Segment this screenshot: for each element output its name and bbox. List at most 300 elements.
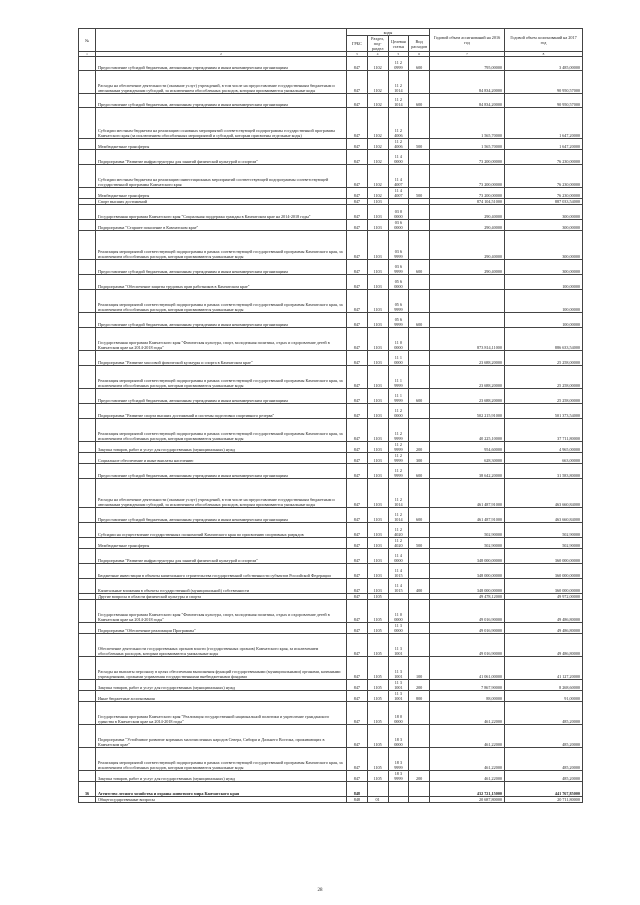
row-celevaya: 11 4 4007 (388, 165, 409, 188)
row-amount-2017: 300,00000 (505, 220, 583, 231)
row-vid (409, 220, 430, 231)
row-amount-2017: 886 633,54000 (505, 328, 583, 351)
row-amount-2017: 485,20000 (505, 702, 583, 725)
row-amount-2016: 461,22000 (430, 771, 505, 782)
row-name: Предоставление субсидий бюджетным, автономным учреждениям и иным некоммерческим организациям (96, 57, 347, 71)
row-amount-2017: 76 230,00000 (505, 165, 583, 188)
budget-table (78, 28, 583, 803)
row-celevaya: 11 0 0000 (388, 328, 409, 351)
table-row (79, 220, 583, 231)
row-celevaya: 03 0 0000 (388, 205, 409, 220)
row-name: Закупка товаров, работ и услуг для государственных (муниципальных) нужд (96, 771, 347, 782)
row-vid: 600 (409, 508, 430, 523)
row-celevaya: 11 2 1014 (388, 479, 409, 508)
row-number (79, 657, 96, 680)
table-row (79, 351, 583, 366)
row-grbs: 847 (347, 564, 368, 579)
table-row (79, 680, 583, 691)
row-amount-2016: 49 016,90000 (430, 600, 505, 623)
row-grbs: 847 (347, 139, 368, 150)
row-amount-2017: 31 583,80000 (505, 464, 583, 479)
table-row (79, 165, 583, 188)
row-number (79, 366, 96, 389)
col-razdel-header: Раздел, под- раздел (367, 36, 388, 52)
row-amount-2017: 300,00000 (505, 260, 583, 275)
row-grbs: 847 (347, 260, 368, 275)
row-number: 36 (79, 782, 96, 797)
index-cell: 4 (367, 52, 388, 57)
row-vid (409, 797, 430, 803)
table-row (79, 442, 583, 453)
row-vid (409, 564, 430, 579)
row-razdel: 1103 (367, 549, 388, 564)
table-row (79, 57, 583, 71)
row-grbs: 847 (347, 57, 368, 71)
row-amount-2017: 49 486,80000 (505, 623, 583, 634)
row-grbs: 847 (347, 165, 368, 188)
row-razdel: 1102 (367, 165, 388, 188)
row-grbs: 847 (347, 328, 368, 351)
row-amount-2016: 88,00000 (430, 691, 505, 702)
row-grbs: 847 (347, 199, 368, 205)
row-name: Межбюджетные трансферты (96, 139, 347, 150)
row-name: Реализация мероприятий соответствующей подпрограммы в рамках соответствующей государственной программы Камчатского края, за исключением обособленных расходов, которым присваиваются уникальные коды (96, 419, 347, 442)
row-number (79, 508, 96, 523)
row-celevaya: 18 0 0000 (388, 702, 409, 725)
row-razdel: 1103 (367, 231, 388, 260)
row-name: Государственная программа Камчатского края "Реализация государственной национальной политики и укрепление гражданского единства в Камчатском крае на 2014-2018 годы" (96, 702, 347, 725)
row-name: Расходы на обеспечение деятельности (оказание услуг) учреждений, в том числе на предоставление государственным бюджетным и автономным учреждениям субсидий, за исключением обособленных расходов, которым присваиваются уникальные коды (96, 71, 347, 94)
row-number (79, 479, 96, 508)
row-name: Другие вопросы в области физической культуры и спорта (96, 594, 347, 600)
row-amount-2017: 887 033,54000 (505, 199, 583, 205)
row-name: Предоставление субсидий бюджетным, автономным учреждениям и иным некоммерческим организациям (96, 94, 347, 108)
row-number (79, 725, 96, 748)
row-name: Предоставление субсидий бюджетным, автономным учреждениям и иным некоммерческим организациям (96, 313, 347, 328)
table-body (79, 57, 583, 803)
table-row (79, 725, 583, 748)
row-razdel: 1103 (367, 564, 388, 579)
row-vid: 600 (409, 313, 430, 328)
row-razdel: 1105 (367, 634, 388, 657)
row-number (79, 205, 96, 220)
table-row (79, 702, 583, 725)
row-vid: 500 (409, 538, 430, 549)
table-row (79, 188, 583, 199)
row-celevaya: 11 3 1001 (388, 657, 409, 680)
row-celevaya: 11 2 1014 (388, 508, 409, 523)
row-razdel: 01 (367, 797, 388, 803)
row-razdel: 1103 (367, 275, 388, 290)
row-amount-2017: 25 258,00000 (505, 351, 583, 366)
row-name: Закупка товаров, работ и услуг для государственных (муниципальных) нужд (96, 442, 347, 453)
row-razdel: 1105 (367, 748, 388, 771)
row-vid: 200 (409, 771, 430, 782)
row-amount-2017: 502,90000 (505, 538, 583, 549)
table-row (79, 771, 583, 782)
row-name: Предоставление субсидий бюджетным, автономным учреждениям и иным некоммерческим организациям (96, 389, 347, 404)
row-name: Расходы на выплаты персоналу в целях обеспечения выполнения функций государственными (муниципальными) органами, казенными учреждениями, органами управления государственными внебюджетными фондами (96, 657, 347, 680)
table-row (79, 290, 583, 313)
row-amount-2016: 49 478,12000 (430, 594, 505, 600)
row-name: Агентство лесного хозяйства и охраны животного мира Камчатского края (96, 782, 347, 797)
row-name: Спорт высших достижений (96, 199, 347, 205)
row-razdel: 1103 (367, 508, 388, 523)
row-amount-2016: 348 000,00000 (430, 564, 505, 579)
col-no-header: № (79, 29, 96, 52)
row-amount-2016: 502 215,91000 (430, 404, 505, 419)
row-amount-2016: 795,00000 (430, 57, 505, 71)
row-amount-2017: 4 965,00000 (505, 442, 583, 453)
index-cell: 8 (505, 52, 583, 57)
row-vid (409, 275, 430, 290)
row-amount-2017: 90 950,57000 (505, 94, 583, 108)
table-row (79, 797, 583, 803)
row-name: Социальное обеспечение и иные выплаты населению (96, 453, 347, 464)
row-number (79, 188, 96, 199)
row-grbs: 847 (347, 508, 368, 523)
row-amount-2017: 501 373,54000 (505, 404, 583, 419)
row-razdel: 1102 (367, 150, 388, 165)
row-celevaya: 11 4 1015 (388, 579, 409, 594)
row-name: Подпрограмма "Обеспечение защиты трудовых прав работников в Камчатском крае" (96, 275, 347, 290)
table-row (79, 205, 583, 220)
row-number (79, 139, 96, 150)
row-amount-2016: 1 565,70000 (430, 108, 505, 139)
row-vid: 600 (409, 260, 430, 275)
row-amount-2017: 100,00000 (505, 313, 583, 328)
row-name: Реализация мероприятий соответствующей подпрограммы в рамках соответствующей государственной программы Камчатского края, за исключением обособленных расходов, которым присваиваются уникальные коды (96, 290, 347, 313)
row-amount-2016: 41 061,00000 (430, 657, 505, 680)
row-grbs: 847 (347, 771, 368, 782)
row-grbs: 847 (347, 94, 368, 108)
table-row (79, 464, 583, 479)
row-amount-2017: 49 972,00000 (505, 594, 583, 600)
row-razdel: 1103 (367, 453, 388, 464)
row-razdel: 1103 (367, 442, 388, 453)
row-name: Реализация мероприятий соответствующей подпрограммы в рамках соответствующей государственной программы Камчатского края, за исключением обособленных расходов, которым присваиваются уникальные коды (96, 748, 347, 771)
row-number (79, 564, 96, 579)
row-razdel: 1103 (367, 199, 388, 205)
row-razdel: 1105 (367, 702, 388, 725)
row-celevaya: 11 4 0000 (388, 150, 409, 165)
row-amount-2017: 1 647,20000 (505, 139, 583, 150)
row-grbs: 847 (347, 623, 368, 634)
col-2016-header: Годовой объем ассигнований на 2016 год (430, 29, 505, 52)
row-amount-2016: 20 687,80000 (430, 797, 505, 803)
index-cell: 1 (79, 52, 96, 57)
row-amount-2017: 100,00000 (505, 275, 583, 290)
table-row (79, 549, 583, 564)
index-cell: 3 (347, 52, 368, 57)
row-amount-2016 (430, 275, 505, 290)
row-name: Государственная программа Камчатского края "Физическая культура, спорт, молодежная политика, отдых и оздоровление детей в Камчатском крае на 2014-2018 годы" (96, 600, 347, 623)
row-vid: 300 (409, 453, 430, 464)
row-celevaya: 11 4 4007 (388, 188, 409, 199)
row-name: Предоставление субсидий бюджетным, автономным учреждениям и иным некоммерческим организациям (96, 260, 347, 275)
row-grbs: 847 (347, 220, 368, 231)
row-amount-2016: 954,60000 (430, 442, 505, 453)
row-number (79, 165, 96, 188)
row-number (79, 231, 96, 260)
row-number (79, 523, 96, 538)
row-amount-2016: 290,40000 (430, 205, 505, 220)
row-grbs: 847 (347, 108, 368, 139)
row-celevaya: 11 4 0000 (388, 549, 409, 564)
row-razdel: 1102 (367, 188, 388, 199)
row-celevaya: 11 1 9999 (388, 366, 409, 389)
row-grbs: 847 (347, 680, 368, 691)
row-vid (409, 623, 430, 634)
row-grbs: 847 (347, 464, 368, 479)
row-amount-2016: 23 688,20000 (430, 366, 505, 389)
row-grbs: 847 (347, 538, 368, 549)
col-name-header (96, 29, 347, 52)
row-razdel: 1103 (367, 351, 388, 366)
row-number (79, 464, 96, 479)
row-amount-2017: 485,20000 (505, 748, 583, 771)
row-name: Подпрограмма "Старшее поколение в Камчатском крае" (96, 220, 347, 231)
row-amount-2016: 84 834,20000 (430, 94, 505, 108)
row-amount-2016 (430, 290, 505, 313)
row-amount-2016: 461,22000 (430, 702, 505, 725)
col-grbs-header: ГРБС (347, 36, 368, 52)
row-grbs: 847 (347, 419, 368, 442)
row-name: Реализация мероприятий соответствующей подпрограммы в рамках соответствующей государственной программы Камчатского края, за исключением обособленных расходов, которым присваиваются уникальные коды (96, 366, 347, 389)
row-razdel: 1103 (367, 328, 388, 351)
row-razdel (367, 782, 388, 797)
row-razdel: 1102 (367, 108, 388, 139)
row-vid (409, 748, 430, 771)
row-amount-2016: 502,90000 (430, 538, 505, 549)
row-razdel: 1103 (367, 464, 388, 479)
row-amount-2017: 360 000,00000 (505, 564, 583, 579)
row-grbs: 847 (347, 453, 368, 464)
row-razdel: 1103 (367, 419, 388, 442)
table-row (79, 366, 583, 389)
row-name: Подпрограмма "Устойчивое развитие коренных малочисленных народов Севера, Сибири и Дальнего Востока, проживающих в Камчатском крае" (96, 725, 347, 748)
row-amount-2016: 23 688,20000 (430, 389, 505, 404)
row-grbs: 847 (347, 594, 368, 600)
row-number (79, 797, 96, 803)
table-row (79, 453, 583, 464)
col-celevaya-header: Целевая статья (388, 36, 409, 52)
row-number (79, 691, 96, 702)
row-celevaya: 11 2 0000 (388, 404, 409, 419)
row-grbs: 847 (347, 389, 368, 404)
row-number (79, 634, 96, 657)
row-grbs: 847 (347, 351, 368, 366)
row-name: Субсидии на осуществление государственных полномочий Камчатского края по присвоению спортивных разрядов (96, 523, 347, 538)
row-number (79, 680, 96, 691)
row-vid: 200 (409, 680, 430, 691)
row-amount-2016: 7 867,90000 (430, 680, 505, 691)
row-grbs: 847 (347, 549, 368, 564)
table-row (79, 600, 583, 623)
row-amount-2017: 485,20000 (505, 771, 583, 782)
row-vid (409, 634, 430, 657)
row-vid (409, 404, 430, 419)
row-grbs: 847 (347, 150, 368, 165)
row-amount-2017: 41 127,20000 (505, 657, 583, 680)
row-vid (409, 725, 430, 748)
col-codes-header: коды (347, 29, 430, 36)
row-amount-2017: 90 950,57000 (505, 71, 583, 94)
row-name: Предоставление субсидий бюджетным, автономным учреждениям и иным некоммерческим организациям (96, 464, 347, 479)
table-row (79, 657, 583, 680)
row-name: Субсидии местным бюджетам на реализацию основных мероприятий соответствующей подпрограммы государственной программы Камчатского края (за исключением обособленных мероприятий и субсидий, которым присвоены отдельные коды) (96, 108, 347, 139)
row-amount-2016: 348 000,00000 (430, 549, 505, 564)
row-amount-2016: 348 000,00000 (430, 579, 505, 594)
table-row (79, 419, 583, 442)
row-name: Подпрограмма "Развитие спорта высших достижений и системы подготовки спортивного резерва" (96, 404, 347, 419)
row-amount-2017: 8 268,60000 (505, 680, 583, 691)
row-number (79, 453, 96, 464)
row-amount-2017: 360 000,00000 (505, 549, 583, 564)
row-razdel: 1105 (367, 594, 388, 600)
row-name: Обеспечение деятельности государственных органов власти (государственных органов) Камчатского края, за исключением обособленных расходов, которым присваиваются уникальные коды (96, 634, 347, 657)
row-vid: 400 (409, 579, 430, 594)
row-vid (409, 165, 430, 188)
row-razdel: 1105 (367, 680, 388, 691)
row-amount-2017: 3 485,00000 (505, 57, 583, 71)
row-number (79, 579, 96, 594)
row-name: Бюджетные инвестиции в объекты капитального строительства государственной собственности субъектов Российской Федерации (96, 564, 347, 579)
row-amount-2016: 84 834,20000 (430, 71, 505, 94)
row-razdel: 1102 (367, 57, 388, 71)
row-razdel: 1103 (367, 220, 388, 231)
row-celevaya: 11 2 9999 (388, 453, 409, 464)
row-amount-2016: 290,40000 (430, 231, 505, 260)
row-number (79, 260, 96, 275)
row-vid (409, 205, 430, 220)
row-vid (409, 328, 430, 351)
row-grbs: 847 (347, 442, 368, 453)
row-amount-2017: 76 230,00000 (505, 188, 583, 199)
row-amount-2016: 290,40000 (430, 220, 505, 231)
row-celevaya: 18 3 9999 (388, 748, 409, 771)
row-vid (409, 523, 430, 538)
page-number: 28 (317, 888, 323, 893)
row-amount-2017: 100,00000 (505, 290, 583, 313)
table-row (79, 623, 583, 634)
row-number (79, 538, 96, 549)
row-amount-2016: 461 487,91000 (430, 479, 505, 508)
row-razdel: 1103 (367, 538, 388, 549)
row-celevaya: 03 6 0000 (388, 220, 409, 231)
row-celevaya: 18 3 9999 (388, 771, 409, 782)
row-amount-2016: 23 688,20000 (430, 351, 505, 366)
row-number (79, 275, 96, 290)
row-amount-2017: 49 486,80000 (505, 600, 583, 623)
row-name: Подпрограмма "Обеспечение реализации Программы" (96, 623, 347, 634)
row-vid: 500 (409, 139, 430, 150)
row-vid (409, 549, 430, 564)
row-amount-2017: 300,00000 (505, 231, 583, 260)
row-number (79, 57, 96, 71)
table-row (79, 579, 583, 594)
row-celevaya: 11 2 4020 (388, 538, 409, 549)
row-razdel: 1105 (367, 725, 388, 748)
row-razdel: 1105 (367, 691, 388, 702)
row-amount-2017: 441 767,85000 (505, 782, 583, 797)
row-number (79, 623, 96, 634)
table-row (79, 564, 583, 579)
row-vid (409, 108, 430, 139)
row-celevaya: 11 2 9999 (388, 419, 409, 442)
row-amount-2016: 502,90000 (430, 523, 505, 538)
row-razdel: 1103 (367, 389, 388, 404)
row-grbs: 848 (347, 797, 368, 803)
row-number (79, 442, 96, 453)
table-row (79, 328, 583, 351)
row-number (79, 71, 96, 94)
row-vid: 800 (409, 691, 430, 702)
row-name: Государственная программа Камчатского края "Физическая культура, спорт, молодежная политика, отдых и оздоровление детей в Камчатском крае на 2014-2018 годы" (96, 328, 347, 351)
row-grbs: 847 (347, 523, 368, 538)
row-vid: 600 (409, 464, 430, 479)
row-celevaya: 11 1 9999 (388, 389, 409, 404)
row-grbs: 847 (347, 275, 368, 290)
row-vid (409, 782, 430, 797)
row-celevaya: 05 6 9999 (388, 290, 409, 313)
row-amount-2016: 1 565,70000 (430, 139, 505, 150)
row-name: Общегосударственные вопросы (96, 797, 347, 803)
row-amount-2016: 290,40000 (430, 260, 505, 275)
row-razdel: 1105 (367, 600, 388, 623)
row-celevaya: 11 3 1001 (388, 680, 409, 691)
row-vid (409, 150, 430, 165)
table-row (79, 71, 583, 94)
row-number (79, 389, 96, 404)
row-vid: 500 (409, 188, 430, 199)
row-amount-2016: 628,30000 (430, 453, 505, 464)
row-grbs: 847 (347, 657, 368, 680)
row-grbs: 847 (347, 725, 368, 748)
row-vid (409, 419, 430, 442)
table-row (79, 108, 583, 139)
row-vid: 600 (409, 57, 430, 71)
row-vid (409, 71, 430, 94)
row-amount-2017: 25 258,00000 (505, 389, 583, 404)
row-name: Межбюджетные трансферты (96, 188, 347, 199)
table-row (79, 479, 583, 508)
row-name: Субсидии местным бюджетам на реализацию инвестиционных мероприятий соответствующей подпрограммы соответствующей государственной программы Камчатского края (96, 165, 347, 188)
row-celevaya: 05 6 0000 (388, 275, 409, 290)
row-name: Расходы на обеспечение деятельности (оказание услуг) учреждений, в том числе на предоставление государственным бюджетным и автономным учреждениям субсидий, за исключением обособленных расходов, которым присваиваются уникальные коды (96, 479, 347, 508)
row-razdel: 1103 (367, 366, 388, 389)
header-row-1 (79, 29, 583, 36)
table-row (79, 782, 583, 797)
row-celevaya: 03 6 9999 (388, 231, 409, 260)
row-name: Подпрограмма "Развитие массовой физической культуры и спорта в Камчатском крае" (96, 351, 347, 366)
index-cell: 7 (430, 52, 505, 57)
row-celevaya: 11 2 1014 (388, 71, 409, 94)
row-amount-2016: 49 016,90000 (430, 623, 505, 634)
row-amount-2016: 40 225,10000 (430, 419, 505, 442)
row-celevaya: 11 2 4020 (388, 523, 409, 538)
row-name: Реализация мероприятий соответствующей подпрограммы в рамках соответствующей государственной программы Камчатского края, за исключением обособленных расходов, которым присваиваются уникальные коды (96, 231, 347, 260)
row-amount-2017: 76 230,00000 (505, 150, 583, 165)
row-grbs: 847 (347, 702, 368, 725)
row-razdel: 1103 (367, 479, 388, 508)
row-name: Подпрограмма "Развитие инфраструктуры для занятий физической культурой и спортом" (96, 150, 347, 165)
table-row (79, 748, 583, 771)
row-celevaya (388, 782, 409, 797)
row-number (79, 702, 96, 725)
row-amount-2016: 73 200,00000 (430, 150, 505, 165)
row-grbs: 847 (347, 188, 368, 199)
